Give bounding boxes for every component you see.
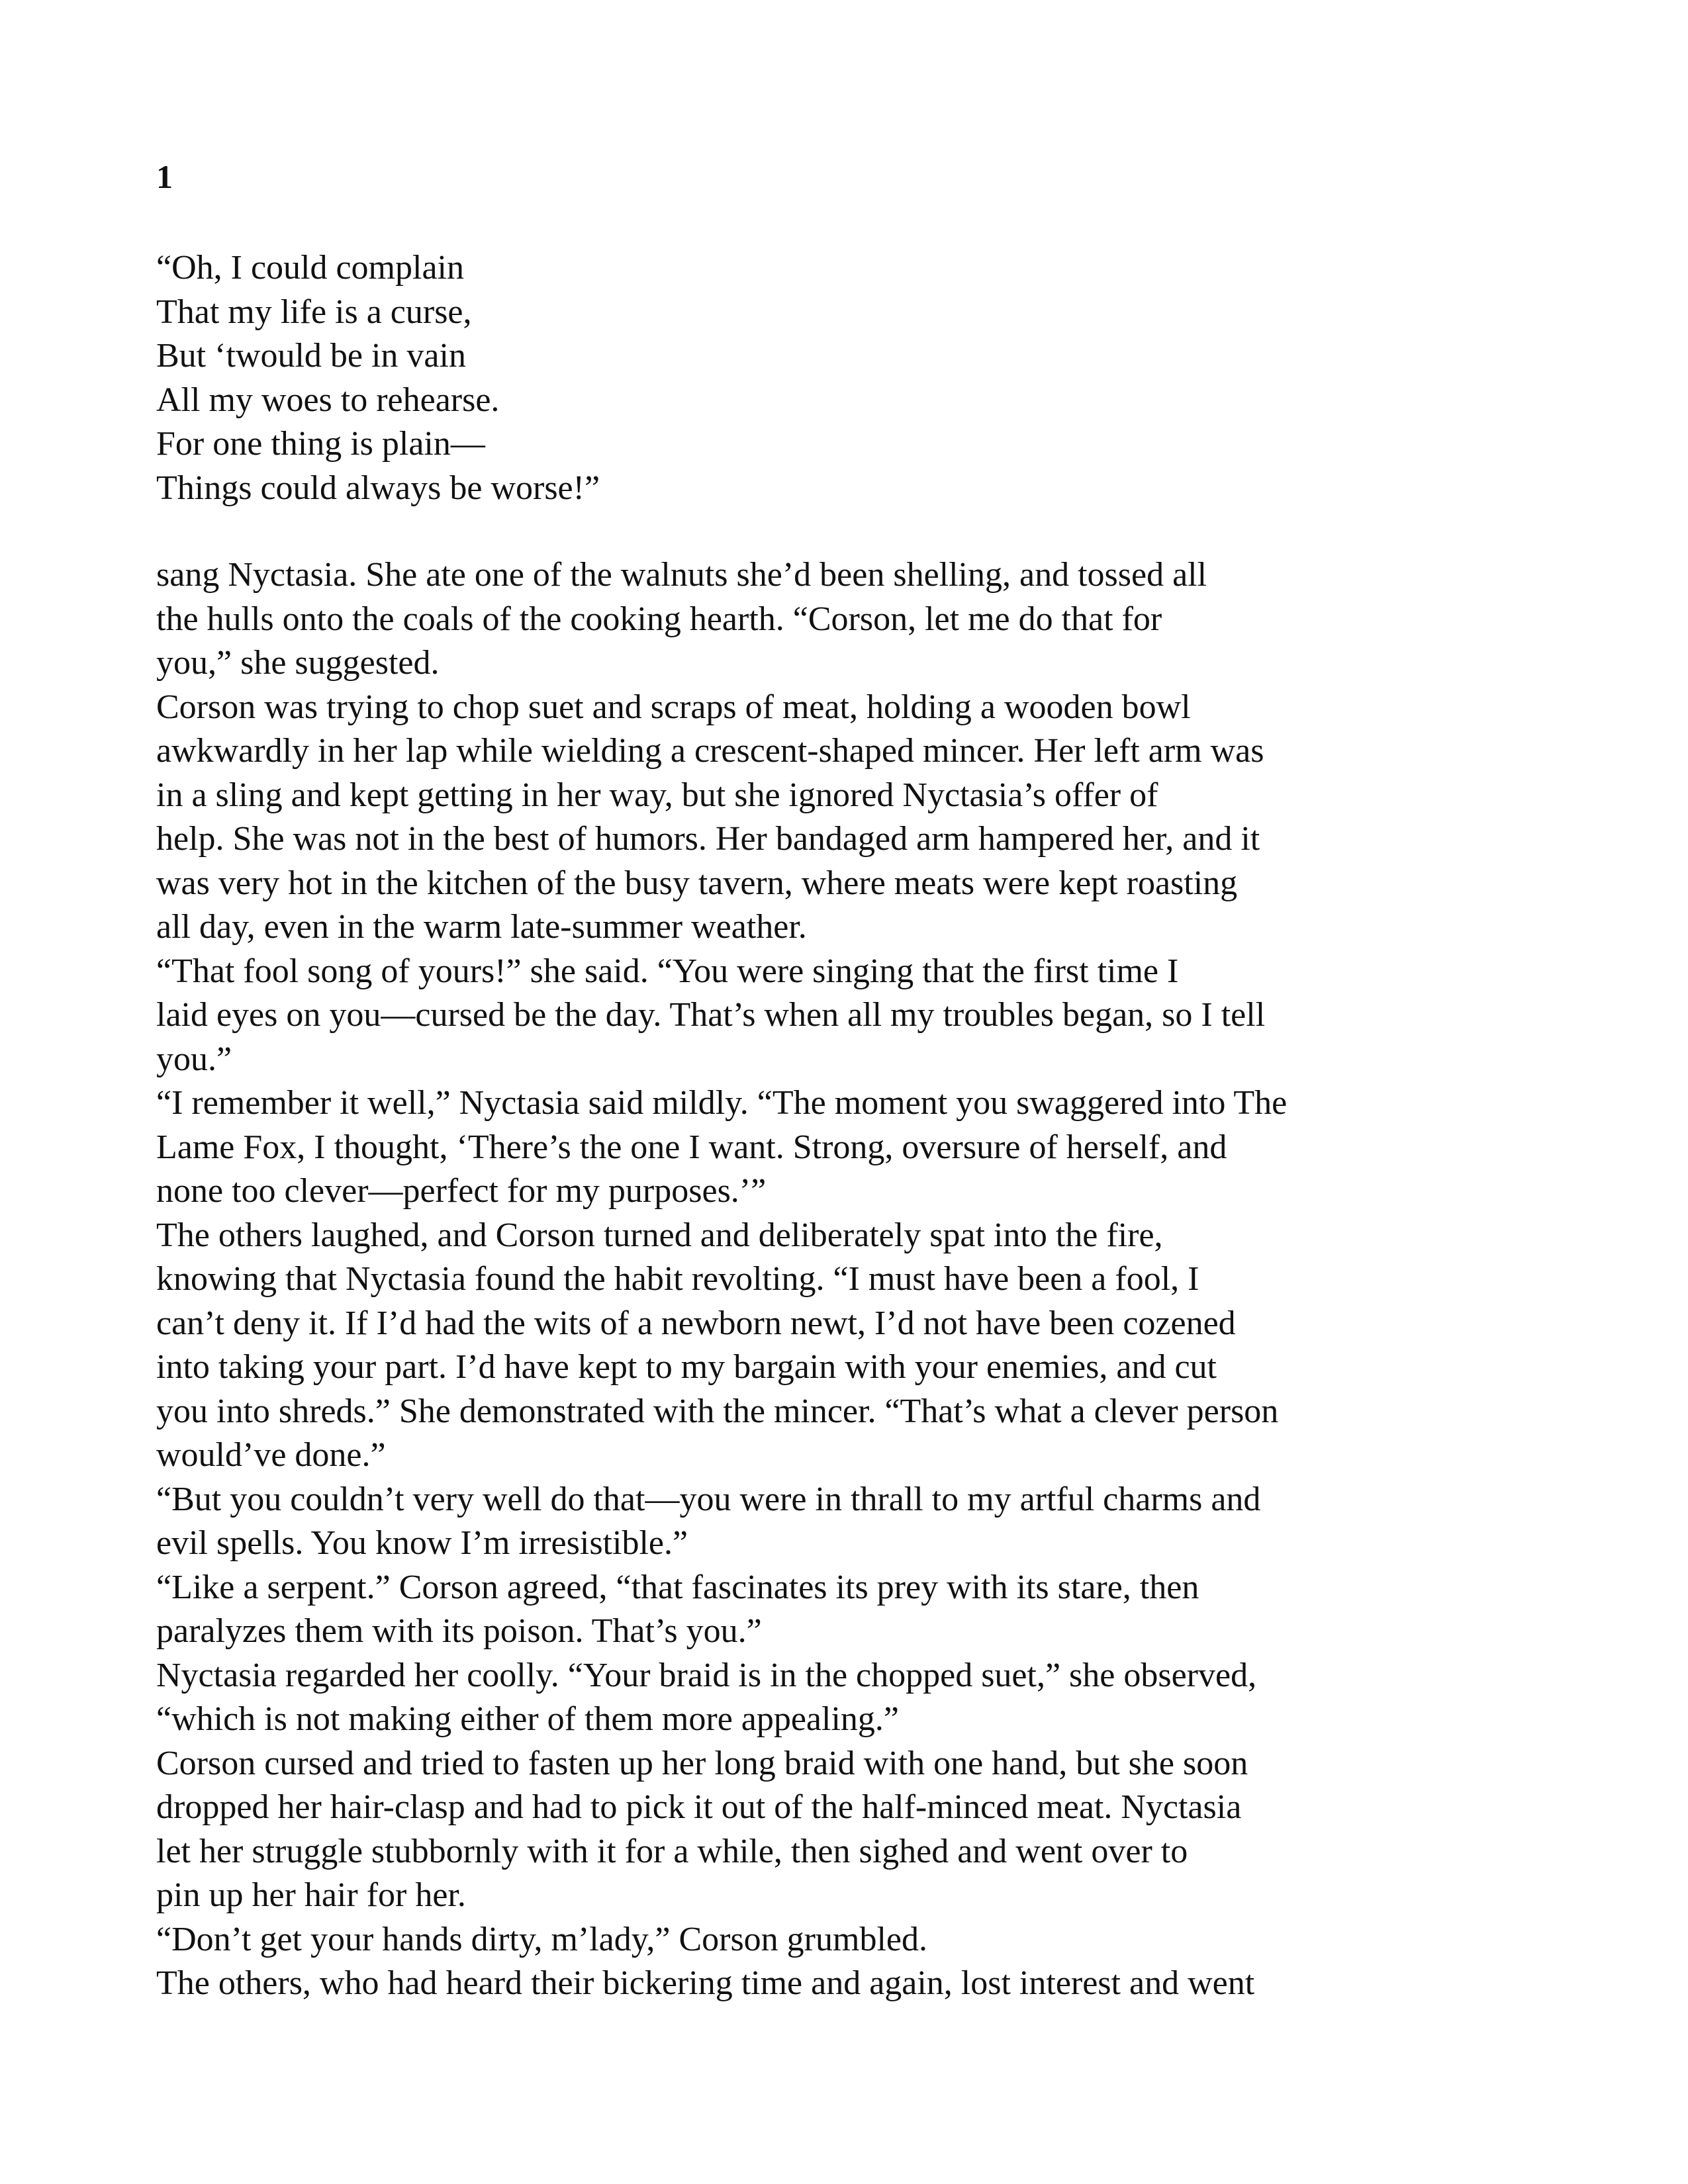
prose-line: awkwardly in her lap while wielding a crescent-shaped mincer. Her left arm was [156, 732, 1264, 770]
prose-line: Nyctasia regarded her coolly. “Your braid is in the chopped suet,” she observed, [156, 1656, 1257, 1694]
prose-line: The others laughed, and Corson turned and deliberately spat into the fire, [156, 1216, 1163, 1254]
prose-line: “Like a serpent.” Corson agreed, “that fascinates its prey with its stare, then [156, 1568, 1199, 1606]
poem-stanza [156, 246, 1414, 510]
prose-line: Corson was trying to chop suet and scraps of meat, holding a wooden bowl [156, 688, 1191, 726]
prose-line: can’t deny it. If I’d had the wits of a newborn newt, I’d not have been cozened [156, 1304, 1236, 1342]
prose-line: sang Nyctasia. She ate one of the walnuts she’d been shelling, and tossed all [156, 556, 1207, 594]
prose-line: Corson cursed and tried to fasten up her long braid with one hand, but she soon [156, 1744, 1248, 1782]
prose-line: The others, who had heard their bickering time and again, lost interest and went [156, 1964, 1255, 2002]
prose-line: you into shreds.” She demonstrated with the mincer. “That’s what a clever person [156, 1392, 1279, 1430]
prose-line: all day, even in the warm late-summer weather. [156, 908, 807, 946]
prose-line: the hulls onto the coals of the cooking hearth. “Corson, let me do that for [156, 600, 1162, 638]
prose-line: “That fool song of yours!” she said. “You were singing that the first time I [156, 952, 1179, 990]
prose-line: “which is not making either of them more appealing.” [156, 1700, 899, 1738]
poem-line: That my life is a curse, [156, 293, 472, 331]
prose-line: evil spells. You know I’m irresistible.” [156, 1524, 688, 1562]
prose-line: laid eyes on you—cursed be the day. That’s when all my troubles began, so I tell [156, 996, 1266, 1034]
prose-line: let her struggle stubbornly with it for a while, then sighed and went over to [156, 1832, 1188, 1870]
prose-line: Lame Fox, I thought, ‘There’s the one I want. Strong, oversure of herself, and [156, 1128, 1227, 1166]
prose-line: none too clever—perfect for my purposes.’” [156, 1172, 767, 1210]
chapter-number: 1 [156, 158, 173, 195]
prose-line: would’ve done.” [156, 1436, 386, 1474]
poem-line: But ‘twould be in vain [156, 337, 466, 375]
prose-line: pin up her hair for her. [156, 1876, 466, 1914]
prose-line: knowing that Nyctasia found the habit revolting. “I must have been a fool, I [156, 1260, 1199, 1298]
prose-line: dropped her hair-clasp and had to pick it out of the half-minced meat. Nyctasia [156, 1788, 1242, 1826]
prose-line: “Don’t get your hands dirty, m’lady,” Corson grumbled. [156, 1920, 927, 1958]
prose-line: paralyzes them with its poison. That’s you.” [156, 1612, 762, 1650]
poem-line: Things could always be worse!” [156, 469, 600, 507]
prose-line: into taking your part. I’d have kept to my bargain with your enemies, and cut [156, 1348, 1217, 1386]
prose-body [156, 553, 1546, 2006]
prose-line: you.” [156, 1040, 232, 1078]
prose-line: “But you couldn’t very well do that—you were in thrall to my artful charms and [156, 1480, 1261, 1518]
poem-line: All my woes to rehearse. [156, 381, 500, 419]
prose-line: you,” she suggested. [156, 644, 440, 682]
prose-line: in a sling and kept getting in her way, but she ignored Nyctasia’s offer of [156, 776, 1158, 814]
poem-line: For one thing is plain— [156, 425, 485, 463]
prose-line: was very hot in the kitchen of the busy tavern, where meats were kept roasting [156, 864, 1238, 902]
prose-line: “I remember it well,” Nyctasia said mildly. “The moment you swaggered into The [156, 1084, 1288, 1122]
poem-line: “Oh, I could complain [156, 249, 464, 287]
prose-line: help. She was not in the best of humors. Her bandaged arm hampered her, and it [156, 820, 1260, 858]
